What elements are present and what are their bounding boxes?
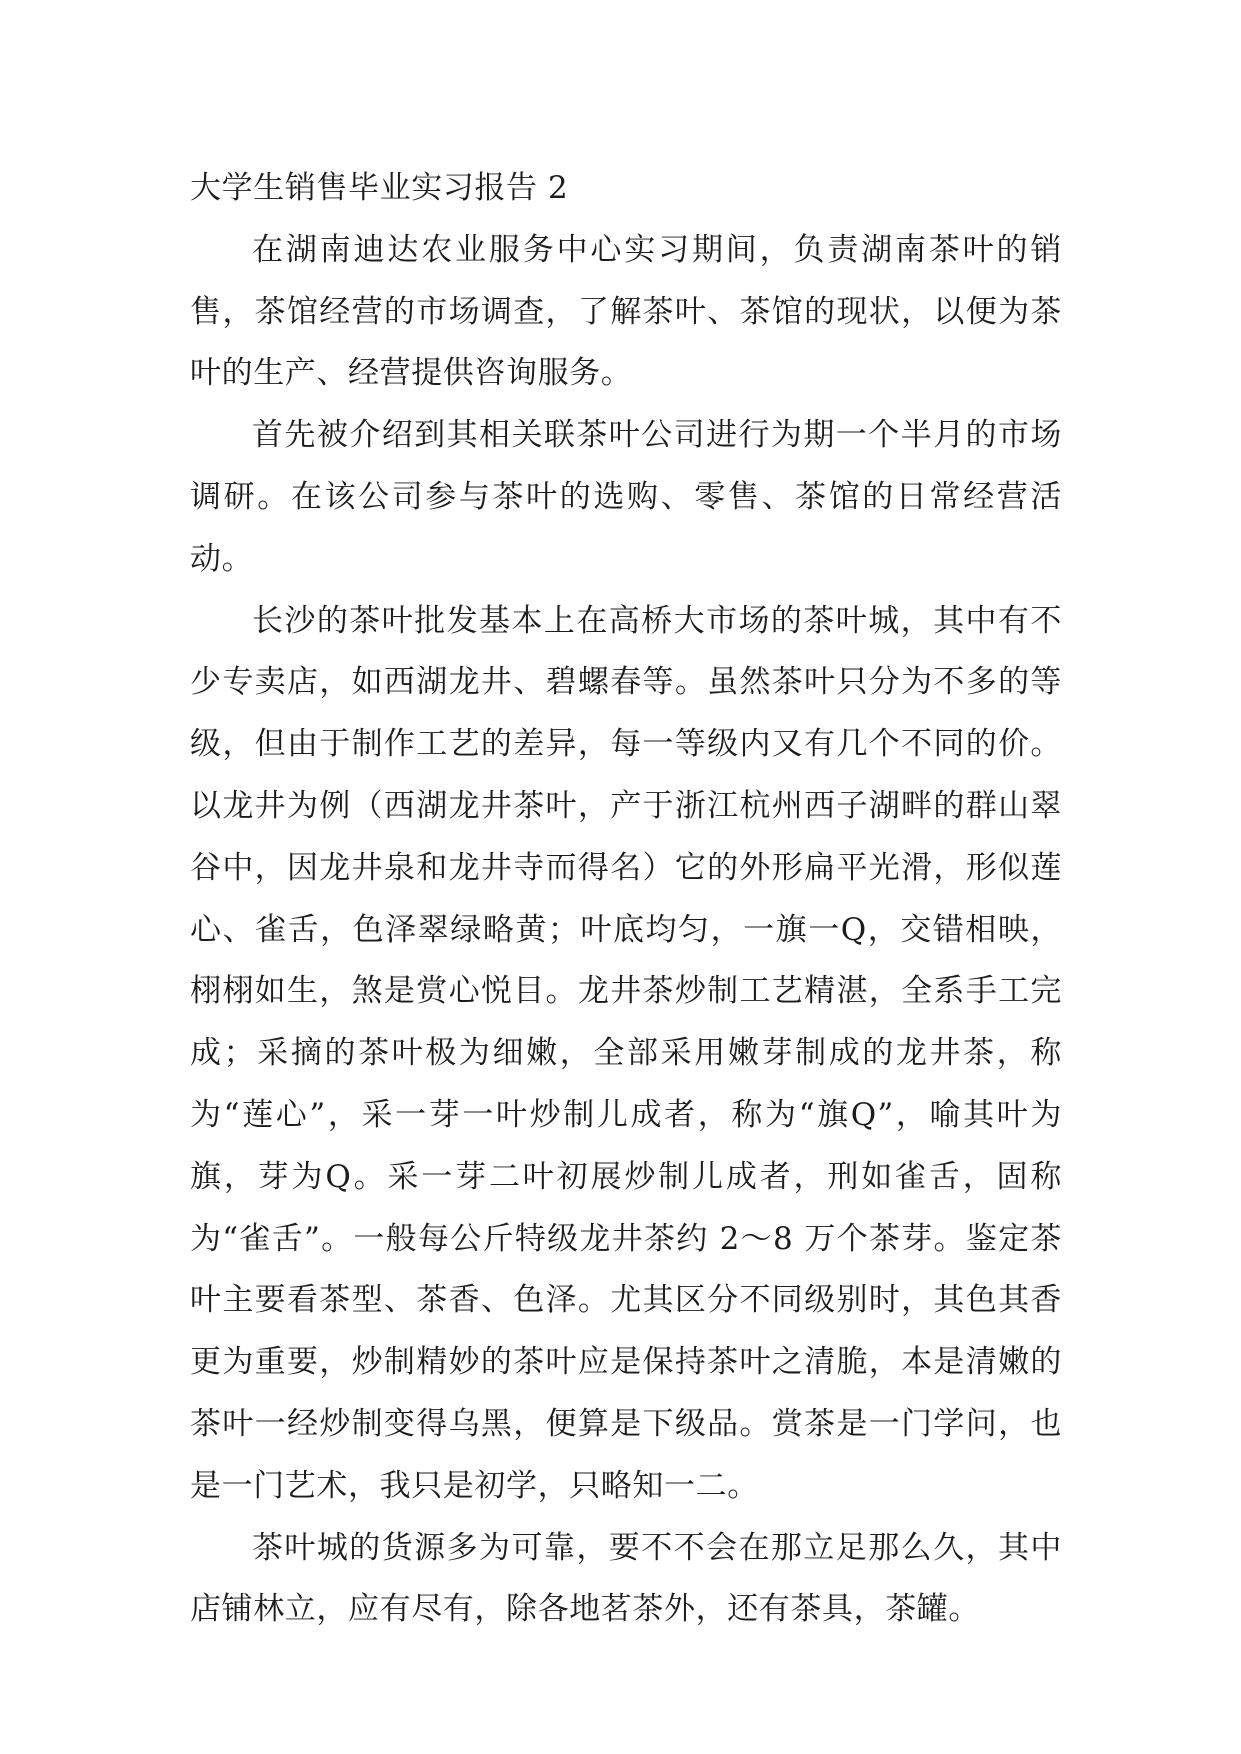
document-title: 大学生销售毕业实习报告 2 <box>190 170 569 206</box>
paragraph-internship-duties: 在湖南迪达农业服务中心实习期间，负责湖南茶叶的销售，茶馆经营的市场调查，了解茶叶、茶馆的现状，以便为茶叶的生产、经营提供咨询服务。 <box>190 231 1062 392</box>
paragraph-tea-city-supply: 茶叶城的货源多为可靠，要不不会在那立足那么久，其中店铺林立，应有尽有，除各地茗茶外，还有茶具，茶罐。 <box>190 1529 1062 1628</box>
document-body <box>190 158 1062 1641</box>
paragraph-tea-wholesale-longjing: 长沙的茶叶批发基本上在高桥大市场的茶叶城，其中有不少专卖店，如西湖龙井、碧螺春等。虽然茶叶只分为不多的等级，但由于制作工艺的差异，每一等级内又有几个不同的价。以龙井为例（西湖龙井茶叶，产于浙江杭州西子湖畔的群山翠谷中，因龙井泉和龙井寺而得名）它的外形扁平光滑，形似莲心、雀舌，色泽翠绿略黄；叶底均匀，一旗一Q，交错相映，栩栩如生，煞是赏心悦目。龙井茶炒制工艺精湛，全系手工完成；采摘的茶叶极为细嫩，全部采用嫩芽制成的龙井茶，称为“莲心”，采一芽一叶炒制儿成者，称为“旗Q”，喻其叶为旗，芽为Q。采一芽二叶初展炒制儿成者，刑如雀舌，固称为“雀舌”。一般每公斤特级龙井茶约 2～8 万个茶芽。鉴定茶叶主要看茶型、茶香、色泽。尤其区分不同级别时，其色其香更为重要，炒制精妙的茶叶应是保持茶叶之清脆，本是清嫩的茶叶一经炒制变得乌黑，便算是下级品。赏茶是一门学问，也是一门艺术，我只是初学，只略知一二。 <box>190 602 1062 1504</box>
paragraph-market-research: 首先被介绍到其相关联茶叶公司进行为期一个半月的市场调研。在该公司参与茶叶的选购、零售、茶馆的日常经营活动。 <box>190 417 1062 577</box>
